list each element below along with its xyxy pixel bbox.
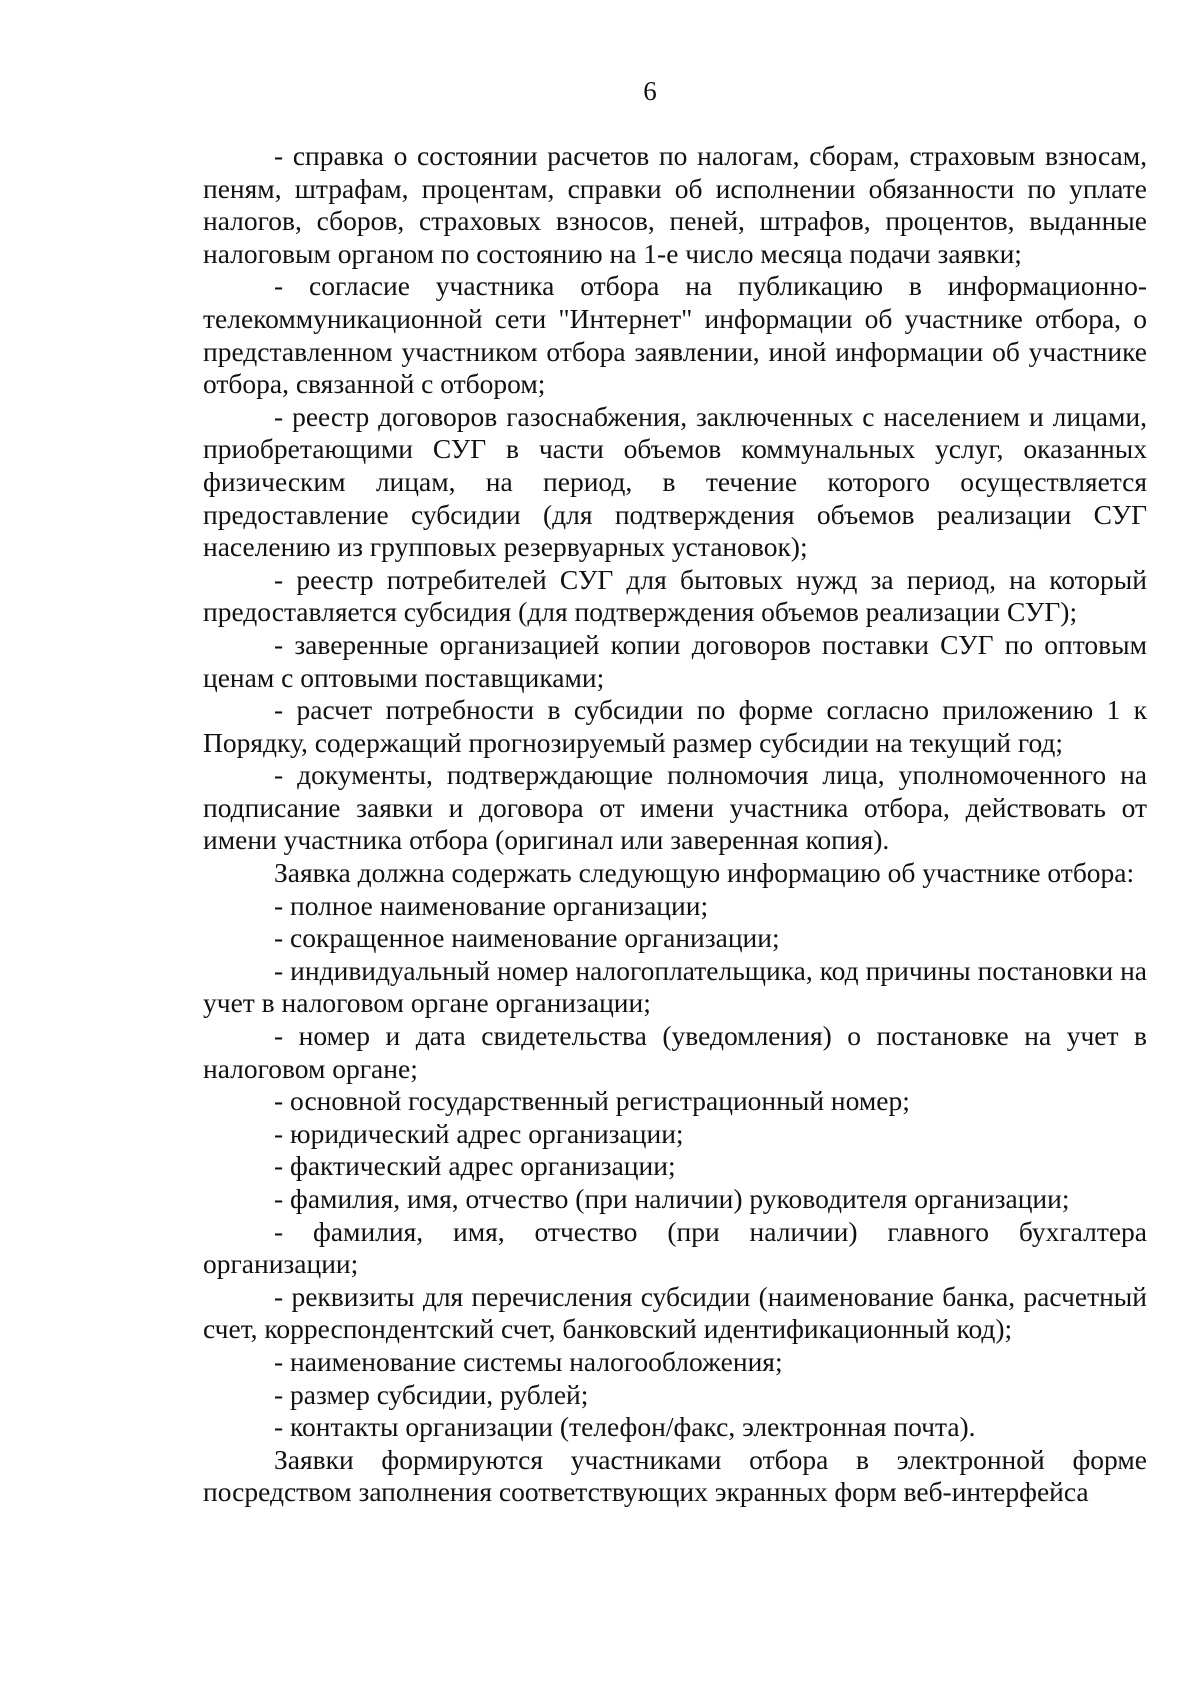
list-item-short-name: - сокращенное наименование организации; <box>274 922 780 954</box>
list-item-accountant-name: - фамилия, имя, отчество (при наличии) главного бухгалтера организации; <box>203 1215 1147 1280</box>
list-item-registration-certificate: - номер и дата свидетельства (уведомления) о постановке на учет в налоговом органе; <box>203 1020 1147 1084</box>
paragraph-tax-certificate: - справка о состоянии расчетов по налогам, сборам, страховым взносам, пеням, штрафам, процентам, справки об исполнении обязанности по уплате налогов, сборов, страховых взносов, пеней, штрафов, процентов, выданные налоговым органом по состоянию на 1-е число месяца подачи заявки; <box>203 140 1147 269</box>
list-item-contacts: - контакты организации (телефон/факс, электронная почта). <box>274 1411 976 1443</box>
list-item-bank-details: - реквизиты для перечисления субсидии (наименование банка, расчетный счет, корреспондентский счет, банковский идентификационный код); <box>203 1280 1147 1345</box>
paragraph-electronic-applications: Заявки формируются участниками отбора в электронной форме посредством заполнения соответствующих экранных форм веб-интерфейса <box>203 1443 1147 1508</box>
list-item-subsidy-amount: - размер субсидии, рублей; <box>274 1378 589 1410</box>
list-item-full-name: - полное наименование организации; <box>274 889 709 921</box>
list-item-actual-address: - фактический адрес организации; <box>274 1150 676 1182</box>
paragraph-publication-consent: - согласие участника отбора на публикацию в информационно-телекоммуникационной сети "Интернет" информации об участнике отбора, о представленном участником отбора заявлении, иной информации об участнике отбора, связанной с отбором; <box>203 270 1147 400</box>
document-body <box>203 140 1147 1509</box>
list-item-tax-system: - наименование системы налогообложения; <box>274 1345 783 1377</box>
paragraph-application-content-intro: Заявка должна содержать следующую информацию об участнике отбора: <box>274 857 1135 889</box>
list-item-ogrn: - основной государственный регистрационный номер; <box>274 1085 910 1117</box>
paragraph-authority-documents: - документы, подтверждающие полномочия лица, уполномоченного на подписание заявки и договора от имени участника отбора, действовать от имени участника отбора (оригинал или заверенная копия). <box>203 759 1147 856</box>
list-item-legal-address: - юридический адрес организации; <box>274 1117 684 1149</box>
paragraph-supply-contracts-copies: - заверенные организацией копии договоров поставки СУГ по оптовым ценам с оптовыми поставщиками; <box>203 628 1147 693</box>
paragraph-gas-contracts-register: - реестр договоров газоснабжения, заключенных с населением и лицами, приобретающими СУГ в части объемов коммунальных услуг, оказанных физическим лицам, на период, в течение которого осуществляется предоставление субсидии (для подтверждения объемов реализации СУГ населению из групповых резервуарных установок); <box>203 400 1147 563</box>
paragraph-consumers-register: - реестр потребителей СУГ для бытовых нужд за период, на который предоставляется субсидия (для подтверждения объемов реализации СУГ); <box>203 563 1147 628</box>
page-number: 6 <box>643 76 657 106</box>
paragraph-subsidy-calculation: - расчет потребности в субсидии по форме согласно приложению 1 к Порядку, содержащий прогнозируемый размер субсидии на текущий год; <box>203 694 1147 758</box>
list-item-director-name: - фамилия, имя, отчество (при наличии) руководителя организации; <box>274 1183 1070 1214</box>
list-item-inn-kpp: - индивидуальный номер налогоплательщика, код причины постановки на учет в налоговом органе организации; <box>203 954 1147 1019</box>
